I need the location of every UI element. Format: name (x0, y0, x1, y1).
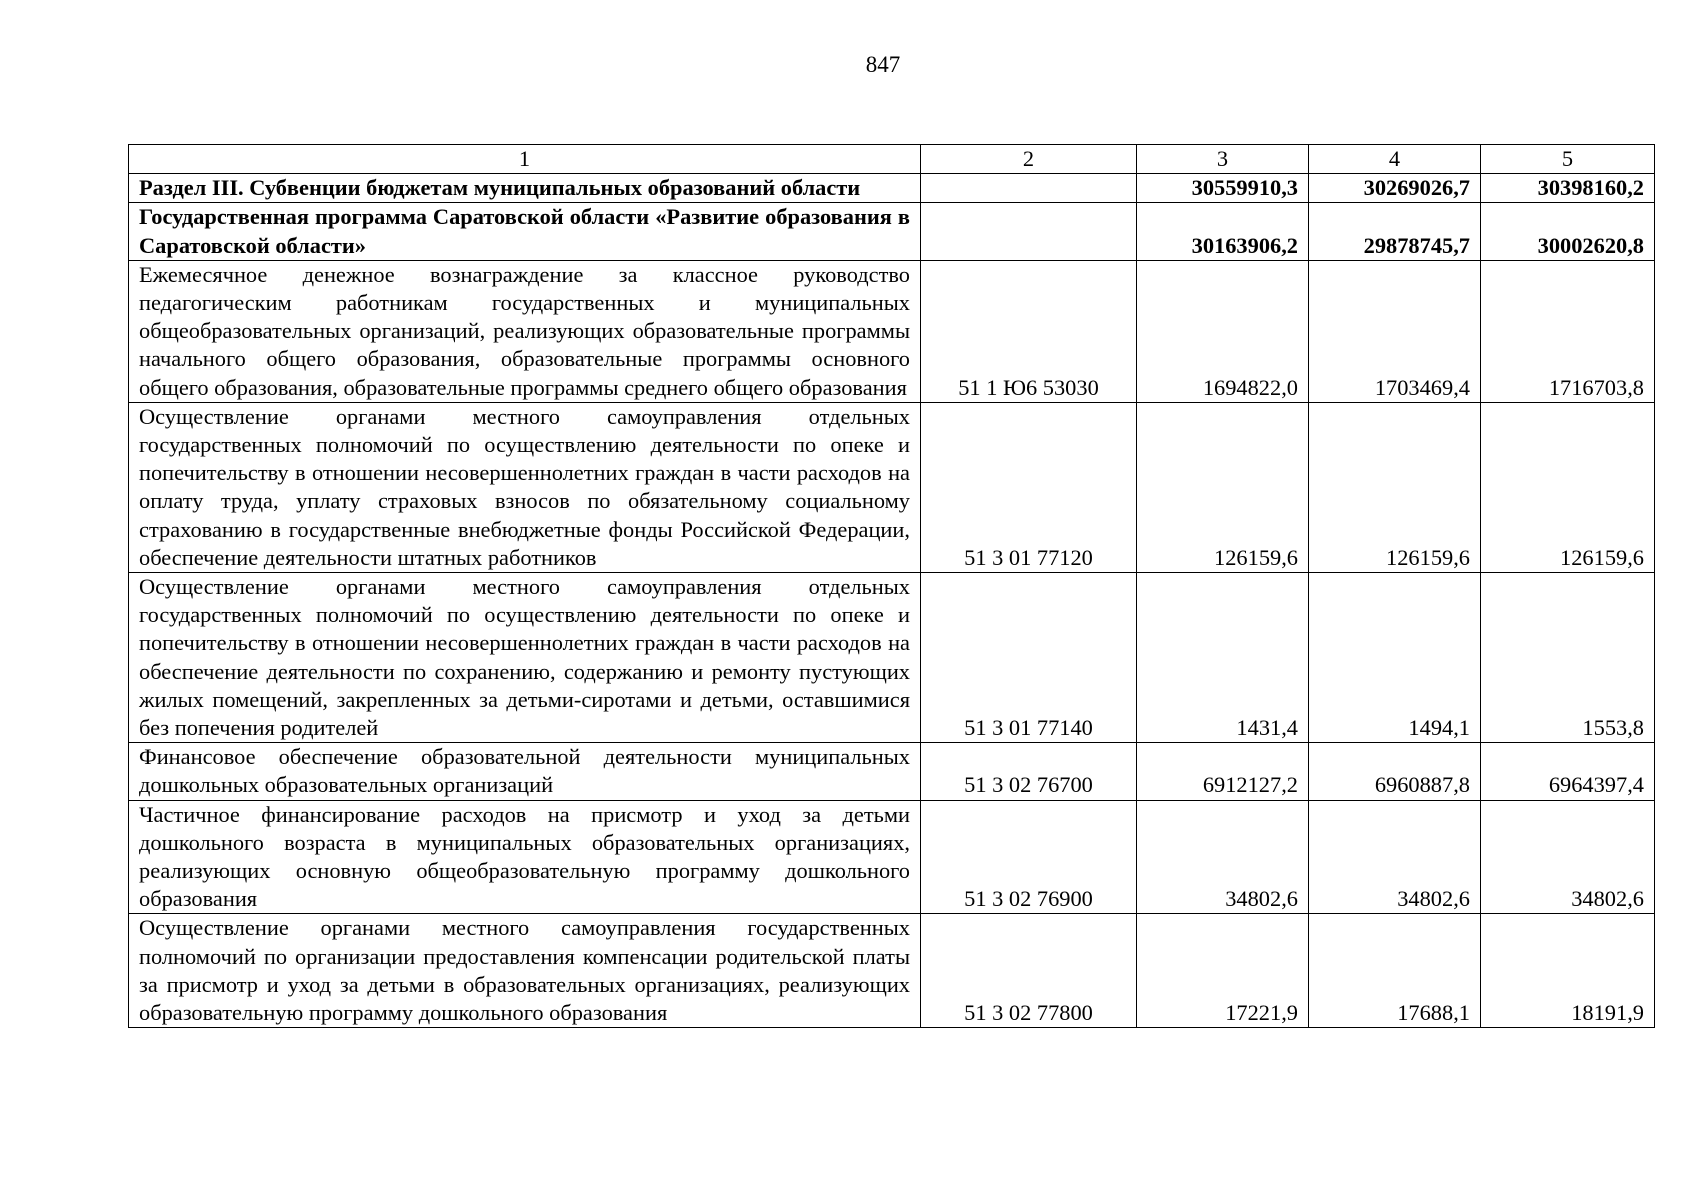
row-value-3: 1694822,0 (1137, 260, 1309, 402)
program-total-row (129, 203, 1655, 260)
row-value-5: 6964397,4 (1481, 743, 1655, 800)
table-row (129, 800, 1655, 914)
column-header-3: 3 (1137, 145, 1309, 174)
row-value-4: 1703469,4 (1309, 260, 1481, 402)
column-header-2: 2 (921, 145, 1137, 174)
row-value-4: 126159,6 (1309, 402, 1481, 572)
row-value-4: 30269026,7 (1309, 174, 1481, 203)
row-value-3: 1431,4 (1137, 573, 1309, 743)
section-total-row (129, 174, 1655, 203)
page-number: 847 (865, 52, 901, 77)
row-value-3: 17221,9 (1137, 914, 1309, 1028)
row-code: 51 1 Ю6 53030 (921, 260, 1137, 402)
row-value-4: 1494,1 (1309, 573, 1481, 743)
row-value-3: 30559910,3 (1137, 174, 1309, 203)
row-code: 51 3 01 77120 (921, 402, 1137, 572)
row-value-3: 126159,6 (1137, 402, 1309, 572)
row-value-5: 30398160,2 (1481, 174, 1655, 203)
budget-table (128, 144, 1655, 1028)
row-description: Осуществление органами местного самоуправления отдельных государственных полномочий по осуществлению деятельности по опеке и попечительству в отношении несовершеннолетних граждан в части расходов на оплату труда, уплату страховых взносов по обязательному социальному страхованию в государственные внебюджетные фонды Российской Федерации, обеспечение деятельности штатных работников (129, 402, 921, 572)
row-value-3: 6912127,2 (1137, 743, 1309, 800)
table-row (129, 573, 1655, 743)
table-row (129, 402, 1655, 572)
table-row (129, 260, 1655, 402)
row-value-5: 1553,8 (1481, 573, 1655, 743)
row-description: Осуществление органами местного самоуправления государственных полномочий по организации предоставления компенсации родительской платы за присмотр и уход за детьми в образовательных организациях, реализующих образовательную программу дошкольного образования (129, 914, 921, 1028)
column-header-4: 4 (1309, 145, 1481, 174)
table-header-row (129, 145, 1655, 174)
row-value-3: 30163906,2 (1137, 203, 1309, 260)
row-value-4: 29878745,7 (1309, 203, 1481, 260)
row-description: Финансовое обеспечение образовательной деятельности муниципальных дошкольных образовательных организаций (129, 743, 921, 800)
column-header-1: 1 (129, 145, 921, 174)
row-value-3: 34802,6 (1137, 800, 1309, 914)
row-value-5: 30002620,8 (1481, 203, 1655, 260)
row-value-5: 1716703,8 (1481, 260, 1655, 402)
row-value-5: 18191,9 (1481, 914, 1655, 1028)
row-code: 51 3 02 77800 (921, 914, 1137, 1028)
row-description: Раздел III. Субвенции бюджетам муниципальных образований области (129, 174, 921, 203)
row-value-4: 34802,6 (1309, 800, 1481, 914)
table-row (129, 743, 1655, 800)
row-code (921, 174, 1137, 203)
row-description: Частичное финансирование расходов на присмотр и уход за детьми дошкольного возраста в муниципальных образовательных организациях, реализующих основную общеобразовательную программу дошкольного образования (129, 800, 921, 914)
table-row (129, 914, 1655, 1028)
row-value-5: 34802,6 (1481, 800, 1655, 914)
row-value-4: 6960887,8 (1309, 743, 1481, 800)
row-code: 51 3 02 76700 (921, 743, 1137, 800)
row-description: Ежемесячное денежное вознаграждение за классное руководство педагогическим работникам государственных и муниципальных общеобразовательных организаций, реализующих образовательные программы начального общего образования, образовательные программы основного общего образования, образовательные программы среднего общего образования (129, 260, 921, 402)
row-description: Государственная программа Саратовской области «Развитие образования в Саратовской области» (129, 203, 921, 260)
row-value-5: 126159,6 (1481, 402, 1655, 572)
row-code: 51 3 02 76900 (921, 800, 1137, 914)
row-code (921, 203, 1137, 260)
row-value-4: 17688,1 (1309, 914, 1481, 1028)
row-description: Осуществление органами местного самоуправления отдельных государственных полномочий по осуществлению деятельности по опеке и попечительству в отношении несовершеннолетних граждан в части расходов на обеспечение деятельности по сохранению, содержанию и ремонту пустующих жилых помещений, закрепленных за детьми-сиротами и детьми, оставшимися без попечения родителей (129, 573, 921, 743)
column-header-5: 5 (1481, 145, 1655, 174)
row-code: 51 3 01 77140 (921, 573, 1137, 743)
